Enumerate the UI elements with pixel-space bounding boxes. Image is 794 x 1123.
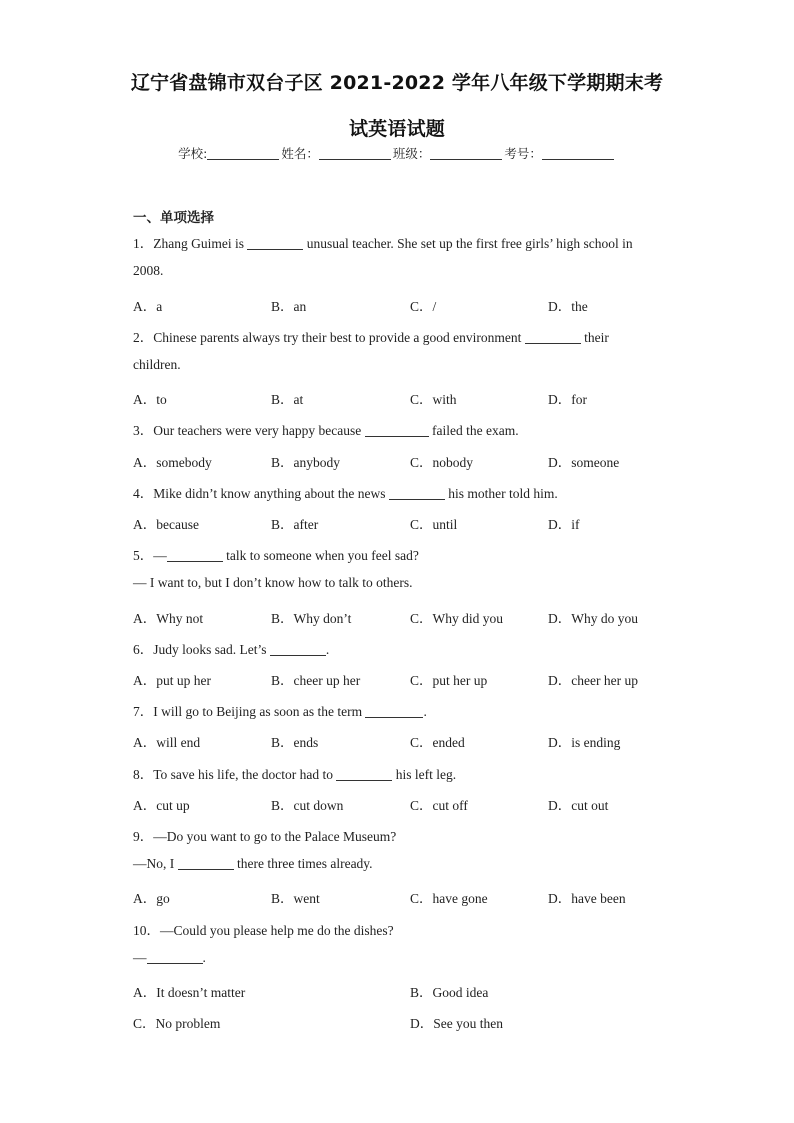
question-text: his left leg. (392, 767, 457, 782)
option-b[interactable]: B．went (271, 891, 320, 906)
question-3-line (133, 419, 519, 439)
question-2-line (133, 357, 181, 373)
option-d[interactable]: D．Why do you (548, 611, 638, 626)
question-text: —No, I (133, 856, 178, 871)
question-text: 1．Zhang Guimei is (133, 236, 248, 251)
exam-number-label: 考号： (504, 146, 542, 161)
option-a[interactable]: A．to (133, 392, 167, 407)
answer-blank[interactable] (336, 767, 392, 781)
option-b[interactable]: B．cheer up her (271, 673, 361, 688)
option-b[interactable]: B．after (271, 517, 319, 532)
class-blank[interactable] (430, 147, 502, 160)
option-d[interactable]: D．if (548, 517, 580, 532)
question-9-line (133, 825, 396, 845)
question-9-line (133, 856, 373, 872)
option-c[interactable]: C．with (410, 392, 457, 407)
question-text: 6．Judy looks sad. Let’s (133, 642, 270, 657)
option-b[interactable]: B．Why don’t (271, 611, 352, 626)
question-text: 8．To save his life, the doctor had to (133, 767, 337, 782)
exam-number-blank[interactable] (542, 147, 614, 160)
question-text: 3．Our teachers were very happy because (133, 423, 365, 438)
option-b[interactable]: B．at (271, 392, 304, 407)
answer-blank[interactable] (365, 704, 423, 718)
option-c[interactable]: C．/ (410, 299, 437, 314)
option-a[interactable]: A．go (133, 891, 170, 906)
option-d[interactable]: D．cut out (548, 798, 609, 813)
answer-blank[interactable] (389, 486, 445, 500)
question-10-line (133, 950, 206, 966)
question-text: his mother told him. (444, 486, 558, 501)
question-5-line (133, 575, 412, 591)
question-4-line (133, 482, 558, 502)
option-a[interactable]: A．will end (133, 735, 201, 750)
option-c[interactable]: C．Why did you (410, 611, 503, 626)
question-1-line (133, 232, 633, 252)
class-label: 班级： (392, 146, 431, 161)
answer-blank[interactable] (365, 423, 429, 437)
question-8-line (133, 763, 456, 783)
option-d[interactable]: D．for (548, 392, 587, 407)
option-a[interactable]: A．somebody (133, 455, 212, 470)
school-blank[interactable] (207, 147, 279, 160)
answer-blank[interactable] (525, 330, 581, 344)
question-2-line (133, 326, 609, 346)
question-text: talk to someone when you feel sad? (222, 548, 419, 563)
option-a[interactable]: A．It doesn’t matter (133, 985, 246, 1000)
school-label: 学校: (178, 146, 208, 161)
question-text: 2．Chinese parents always try their best to provide a good environment (133, 330, 525, 345)
name-blank[interactable] (319, 147, 391, 160)
question-6-line (133, 638, 329, 658)
question-text: failed the exam. (428, 423, 519, 438)
option-b[interactable]: B．Good idea (410, 985, 489, 1000)
question-text: — (133, 950, 147, 965)
question-text: unusual teacher. She set up the first free girls’ high school in (303, 236, 633, 251)
question-text: 4．Mike didn’t know anything about the news (133, 486, 389, 501)
exam-title-line-2: 试英语试题 (348, 118, 445, 140)
option-c[interactable]: C．have gone (410, 891, 488, 906)
question-10-line (133, 919, 394, 939)
question-1-line (133, 263, 163, 279)
option-b[interactable]: B．anybody (271, 455, 340, 470)
option-d[interactable]: D．someone (548, 455, 620, 470)
exam-title-line-1: 辽宁省盘锦市双台子区 2021-2022 学年八年级下学期期末考 (130, 72, 664, 94)
option-c[interactable]: C．until (410, 517, 458, 532)
question-text: — I want to, but I don’t know how to talk to others. (133, 575, 413, 590)
question-text: 10．—Could you please help me do the dishes? (133, 923, 394, 938)
option-c[interactable]: C．put her up (410, 673, 488, 688)
question-7-line (133, 700, 427, 720)
question-text: there three times already. (233, 856, 373, 871)
option-d[interactable]: D．the (548, 299, 588, 314)
question-text: their (580, 330, 609, 345)
student-info-row (0, 144, 794, 162)
question-text: 9．—Do you want to go to the Palace Museum? (133, 829, 397, 844)
answer-blank[interactable] (147, 950, 203, 964)
option-b[interactable]: B．an (271, 299, 307, 314)
option-c[interactable]: C．nobody (410, 455, 474, 470)
option-a[interactable]: A．Why not (133, 611, 204, 626)
option-a[interactable]: A．cut up (133, 798, 190, 813)
option-a[interactable]: A．a (133, 299, 163, 314)
answer-blank[interactable] (247, 236, 303, 250)
option-d[interactable]: D．is ending (548, 735, 621, 750)
answer-blank[interactable] (178, 856, 234, 870)
question-text: 5．— (133, 548, 167, 563)
question-text: . (325, 642, 330, 657)
question-text: 2008. (133, 263, 164, 278)
option-c[interactable]: C．No problem (133, 1016, 221, 1031)
option-d[interactable]: D．See you then (410, 1016, 503, 1031)
question-text: . (202, 950, 206, 965)
answer-blank[interactable] (167, 548, 223, 562)
answer-blank[interactable] (270, 642, 326, 656)
section-title: 一、单项选择 (133, 210, 214, 226)
option-a[interactable]: A．put up her (133, 673, 211, 688)
question-text: . (423, 704, 427, 719)
option-b[interactable]: B．cut down (271, 798, 344, 813)
option-c[interactable]: C．cut off (410, 798, 468, 813)
question-text: 7．I will go to Beijing as soon as the term (133, 704, 366, 719)
option-a[interactable]: A．because (133, 517, 199, 532)
name-label: 姓名： (281, 146, 319, 161)
question-text: children. (133, 357, 181, 372)
option-b[interactable]: B．ends (271, 735, 319, 750)
option-d[interactable]: D．have been (548, 891, 626, 906)
option-c[interactable]: C．ended (410, 735, 465, 750)
option-d[interactable]: D．cheer her up (548, 673, 638, 688)
question-5-line (133, 544, 419, 564)
